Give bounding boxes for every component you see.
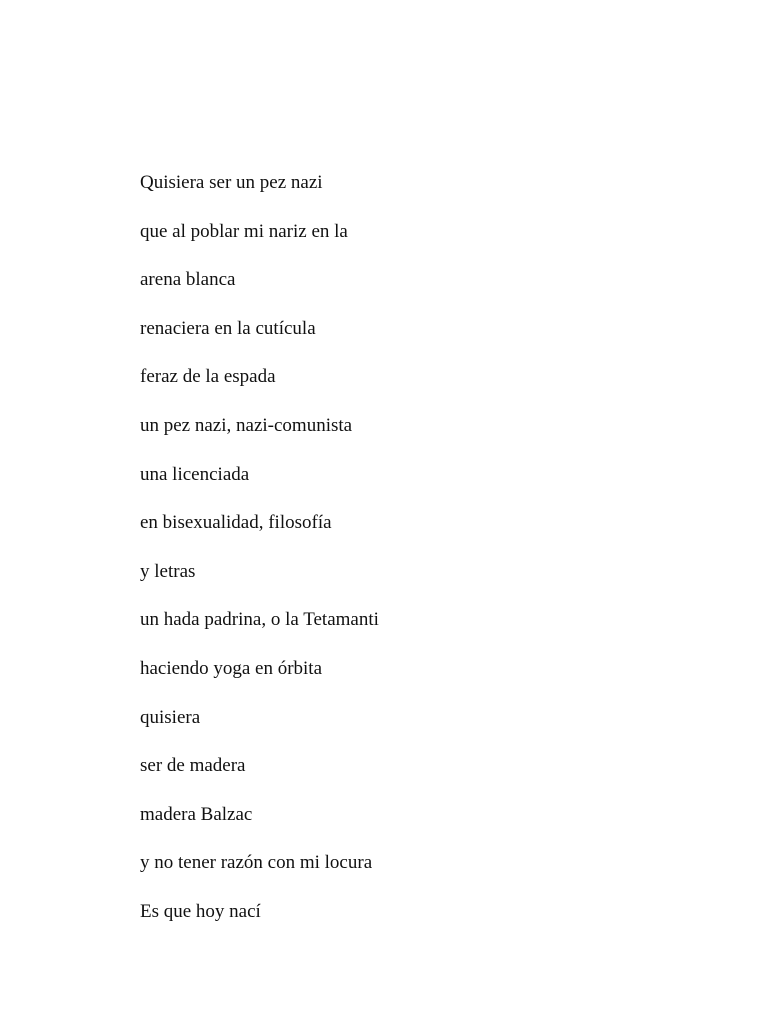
- poem-line: un pez nazi, nazi-comunista: [140, 414, 353, 436]
- poem-line: ser de madera: [140, 755, 246, 777]
- poem-line: en bisexualidad, filosofía: [140, 512, 332, 534]
- poem-line: feraz de la espada: [140, 366, 276, 388]
- poem-line: haciendo yoga en órbita: [140, 657, 323, 679]
- poem-line: madera Balzac: [140, 803, 253, 825]
- poem-line: una licenciada: [140, 463, 250, 485]
- poem-line: renaciera en la cutícula: [140, 317, 316, 339]
- poem-line: Es que hoy nací: [140, 900, 261, 922]
- poem-line: un hada padrina, o la Tetamanti: [140, 609, 379, 631]
- poem-line: arena blanca: [140, 269, 236, 291]
- poem-line: que al poblar mi nariz en la: [140, 220, 348, 242]
- poem-text: [140, 170, 379, 948]
- poem-line: Quisiera ser un pez nazi: [140, 172, 323, 193]
- poem-line: y letras: [140, 560, 196, 582]
- poem-line: y no tener razón con mi locura: [140, 852, 373, 874]
- poem-line: quisiera: [140, 706, 201, 728]
